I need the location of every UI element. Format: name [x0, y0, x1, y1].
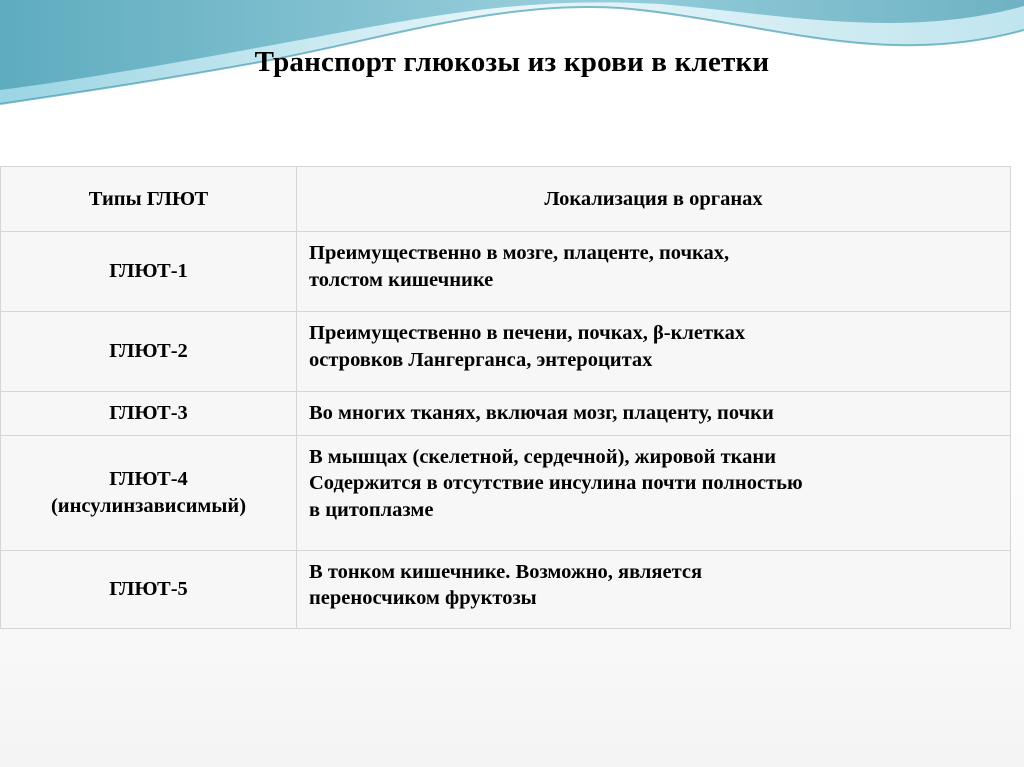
localization-line: островков Лангерганса, энтероцитах [309, 348, 653, 371]
localization-word: Возможно, [515, 560, 613, 583]
localization-word: является [618, 560, 703, 583]
slide-title: Транспорт глюкозы из крови в клетки [254, 46, 770, 78]
localization-line-justified [309, 240, 998, 267]
localization-word: в [486, 242, 498, 264]
localization-word: Преимущественно [309, 242, 482, 264]
glut-type-label: ГЛЮТ-1 [109, 260, 188, 283]
glut-type-cell [1, 435, 297, 550]
table-row [1, 550, 1011, 628]
glut-type-label: ГЛЮТ-5 [109, 577, 188, 600]
glut-type-cell [1, 312, 297, 392]
table-row [1, 435, 1011, 550]
localization-word: плаценте, [563, 242, 654, 264]
table-row [1, 232, 1011, 312]
table-header-row [1, 167, 1011, 232]
glut-type-cell [1, 550, 297, 628]
localization-word: β-клетках [652, 322, 746, 344]
header-localization: Локализация в органах [297, 167, 1011, 232]
glut-type-cell [1, 232, 297, 312]
localization-line: переносчиком фруктозы [309, 587, 537, 610]
localization-line: Во многих тканях, включая мозг, плаценту, почки [309, 402, 774, 424]
localization-word: тонком [327, 560, 396, 583]
localization-line: В мышцах (скелетной, сердечной), жировой ткани [309, 445, 777, 468]
glut-type-label: ГЛЮТ-2 [109, 340, 188, 363]
localization-word: кишечнике. [400, 560, 511, 583]
glut-type-label: ГЛЮТ-3 [109, 402, 188, 424]
glut-type-note: (инсулинзависимый) [50, 494, 247, 517]
glut-type-cell [1, 392, 297, 436]
table-row [1, 312, 1011, 392]
localization-word: почках, [658, 242, 730, 264]
table-row [1, 392, 1011, 436]
localization-line: толстом кишечнике [309, 268, 494, 291]
localization-cell [297, 312, 1011, 392]
localization-cell [297, 392, 1011, 436]
localization-word: в [486, 322, 498, 344]
localization-line-justified [309, 320, 998, 347]
localization-word: Преимущественно [309, 322, 482, 344]
localization-word: В [309, 560, 323, 583]
localization-cell [297, 550, 1011, 628]
header-glut-types: Типы ГЛЮТ [1, 167, 297, 232]
localization-word: почках, [577, 322, 648, 344]
glut-table [0, 166, 1010, 629]
localization-cell [297, 435, 1011, 550]
localization-word: мозге, [502, 242, 559, 264]
glut-table-grid [0, 166, 1011, 629]
localization-cell [297, 232, 1011, 312]
localization-line-justified [309, 559, 998, 586]
localization-line: в цитоплазме [309, 498, 434, 521]
localization-word: печени, [502, 322, 573, 344]
localization-line: Содержится в отсутствие инсулина почти полностью [309, 472, 803, 495]
glut-type-label: ГЛЮТ-4 [109, 468, 188, 490]
